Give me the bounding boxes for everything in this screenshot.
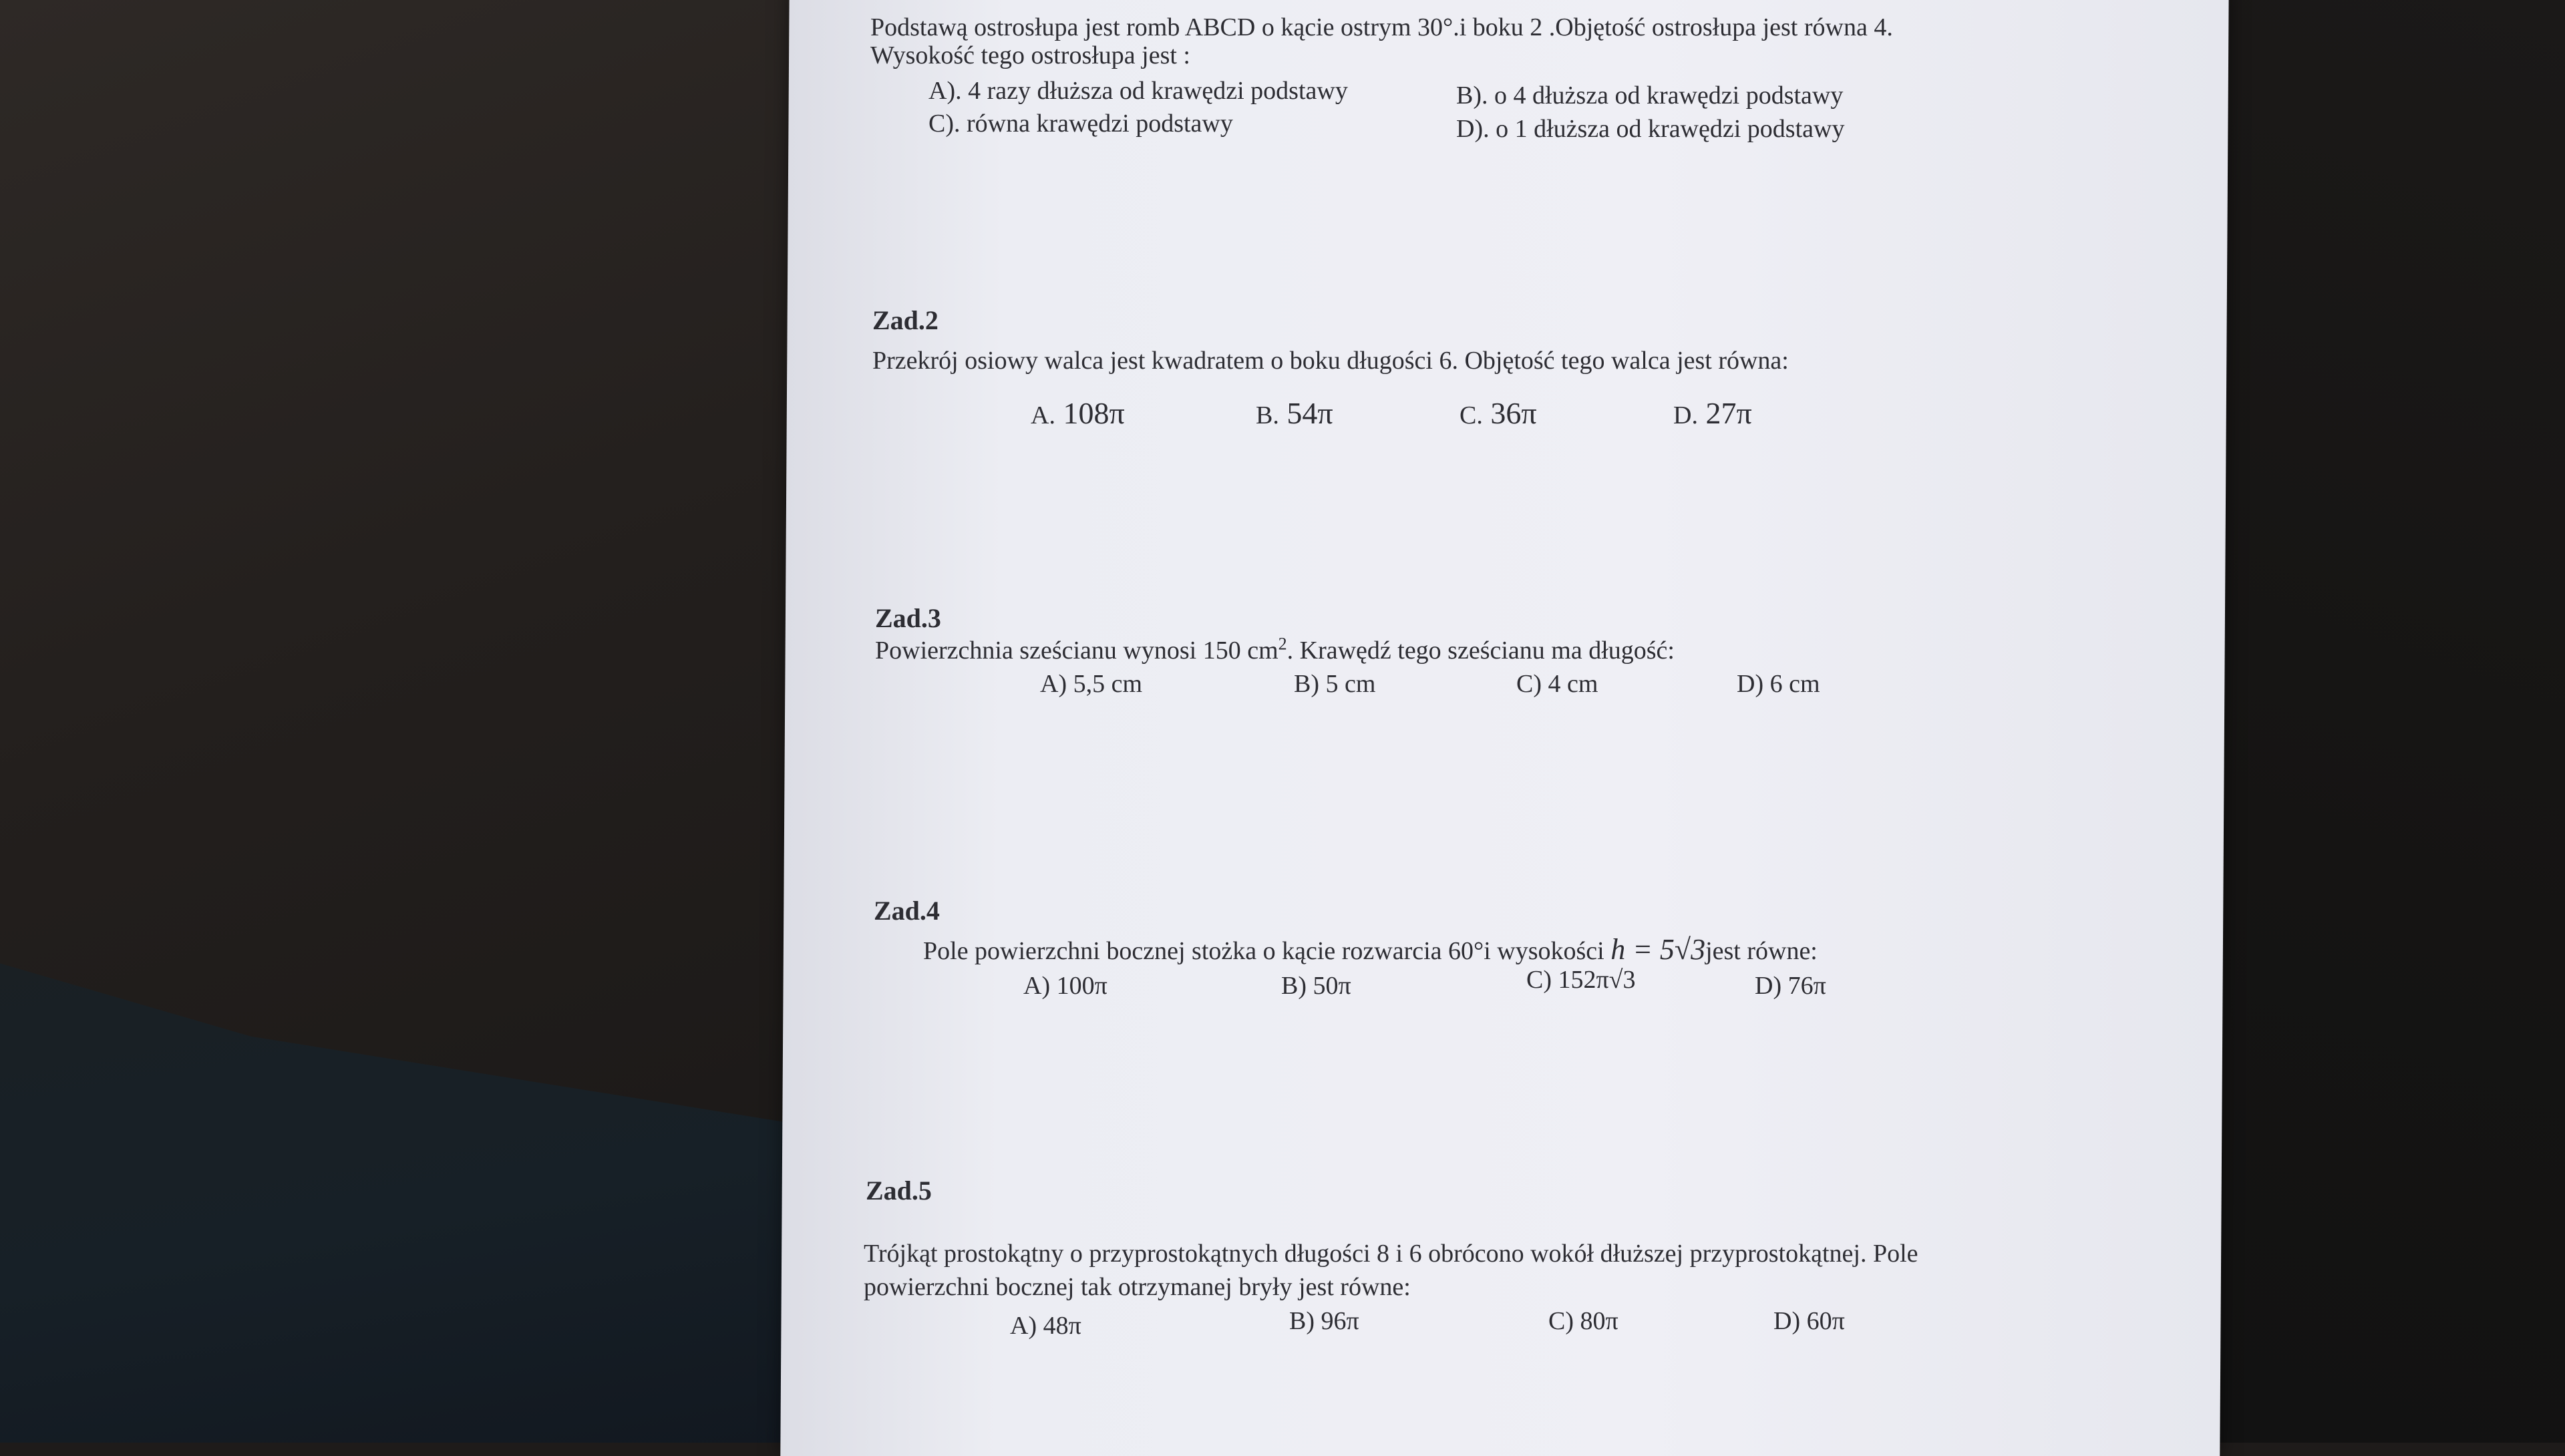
zad2-option-d (1673, 398, 1752, 429)
zad3-option-b: B) 5 cm (1294, 670, 1376, 698)
zad3-option-a: A) 5,5 cm (1040, 670, 1143, 698)
zad3-question-after: . Krawędź tego sześcianu ma długość: (1287, 636, 1675, 665)
zad2-option-c-value: 36π (1490, 396, 1537, 430)
zad3-question-exponent: 2 (1278, 634, 1287, 654)
zad4-question (923, 935, 1818, 964)
zad3-heading: Zad.3 (875, 603, 941, 633)
zad2-option-b (1256, 398, 1333, 429)
zad2-option-d-letter: D. (1673, 401, 1698, 429)
zad4-option-d: D) 76π (1755, 972, 1826, 1000)
zad4-option-a: A) 100π (1023, 972, 1107, 1000)
zad1-option-b: B). o 4 dłuższa od krawędzi podstawy (1456, 81, 1844, 110)
zad1-text-line1: Podstawą ostrosłupa jest romb ABCD o kącie ostrym 30°.i boku 2 .Objętość ostrosłupa jest równa 4. (870, 13, 1893, 41)
zad5-heading: Zad.5 (866, 1175, 932, 1206)
zad2-option-c-letter: C. (1460, 401, 1483, 429)
zad5-option-b: B) 96π (1289, 1307, 1359, 1335)
zad4-question-before: Pole powierzchni bocznej stożka o kącie rozwarcia 60°i wysokości (923, 937, 1611, 965)
zad1-option-d: D). o 1 dłuższa od krawędzi podstawy (1456, 115, 1845, 143)
zad5-question-line2: powierzchni bocznej tak otrzymanej bryły jest równe: (864, 1273, 1411, 1301)
zad3-question (875, 634, 1675, 665)
zad1-option-a: A). 4 razy dłuższa od krawędzi podstawy (928, 77, 1348, 105)
zad3-question-before: Powierzchnia sześcianu wynosi 150 cm (875, 636, 1278, 665)
zad5-option-c: C) 80π (1548, 1307, 1618, 1335)
zad1-text-line2: Wysokość tego ostrosłupa jest : (870, 41, 1190, 69)
zad4-question-after: jest równe: (1705, 937, 1818, 965)
zad2-option-a-letter: A. (1031, 401, 1055, 429)
zad2-option-c (1460, 398, 1537, 429)
zad5-option-a: A) 48π (1010, 1312, 1081, 1340)
zad2-question: Przekrój osiowy walca jest kwadratem o boku długości 6. Objętość tego walca jest równa: (872, 347, 1789, 375)
zad2-option-b-value: 54π (1287, 396, 1333, 430)
zad5-option-d: D) 60π (1773, 1307, 1845, 1335)
zad2-option-b-letter: B. (1256, 401, 1279, 429)
zad2-heading: Zad.2 (872, 305, 938, 335)
zad1-option-c: C). równa krawędzi podstawy (928, 110, 1233, 138)
zad3-option-d: D) 6 cm (1737, 670, 1820, 698)
zad4-heading: Zad.4 (874, 896, 940, 926)
zad5-question-line1: Trójkąt prostokątny o przyprostokątnych długości 8 i 6 obrócono wokół dłuższej przyprostokątnej. Pole (864, 1240, 1918, 1268)
zad2-option-a (1031, 398, 1125, 429)
zad3-option-c: C) 4 cm (1516, 670, 1598, 698)
zad2-option-d-value: 27π (1705, 396, 1752, 430)
zad2-option-a-value: 108π (1063, 396, 1125, 430)
zad4-formula: h = 5√3 (1610, 933, 1706, 966)
zad4-option-c: C) 152π√3 (1526, 966, 1636, 994)
zad4-option-b: B) 50π (1281, 972, 1351, 1000)
